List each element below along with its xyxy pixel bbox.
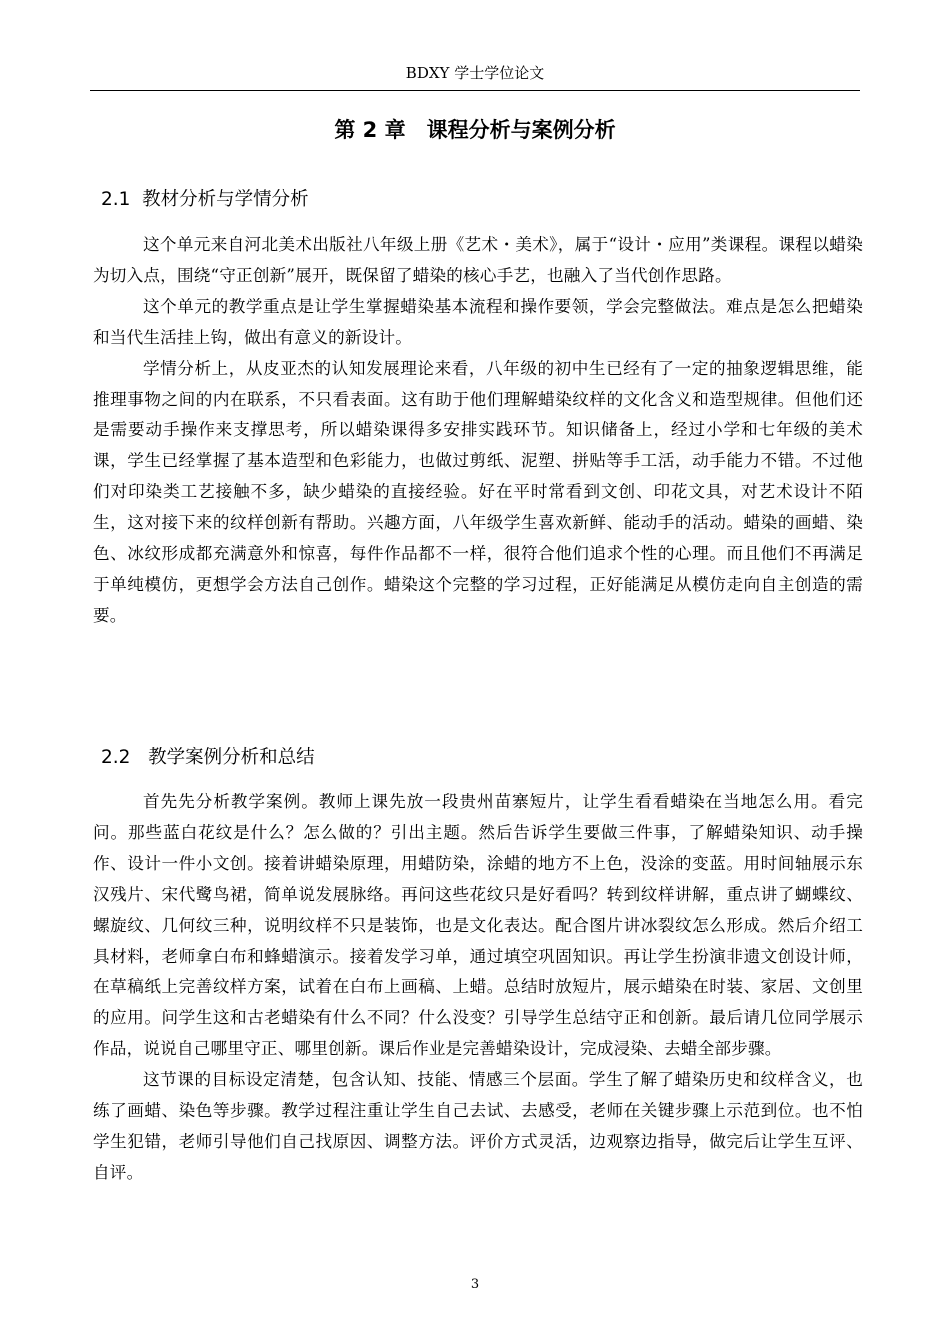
section-body-2-2: [93, 787, 863, 1189]
paragraph: 这节课的目标设定清楚，包含认知、技能、情感三个层面。学生了解了蜡染历史和纹样含义，也练了画蜡、染色等步骤。教学过程注重让学生自己去试、去感受，老师在关键步骤上示范到位。也不怕学生犯错，老师引导他们自己找原因、调整方法。评价方式灵活，边观察边指导，做完后让学生互评、自评。: [93, 1070, 863, 1182]
paragraph: 这个单元的教学重点是让学生掌握蜡染基本流程和操作要领，学会完整做法。难点是怎么把蜡染和当代生活挂上钩，做出有意义的新设计。: [93, 296, 863, 347]
running-title: BDXY 学士学位论文: [405, 64, 545, 82]
section-heading-2-2: 2.2 教学案例分析和总结: [101, 747, 315, 768]
paragraph: 这个单元来自河北美术出版社八年级上册《艺术・美术》，属于“设计・应用”类课程。课程以蜡染为切入点，围绕“守正创新”展开，既保留了蜡染的核心手艺，也融入了当代创作思路。: [93, 235, 863, 285]
section-body-2-1: [93, 230, 863, 632]
chapter-title: 第 2 章 课程分析与案例分析: [334, 118, 616, 142]
running-header: [90, 62, 860, 91]
paragraph: 学情分析上，从皮亚杰的认知发展理论来看，八年级的初中生已经有了一定的抽象逻辑思维，能推理事物之间的内在联系，不只看表面。这有助于他们理解蜡染纹样的文化含义和造型规律。但他们还是需要动手操作来支撑思考，所以蜡染课得多安排实践环节。知识储备上，经过小学和七年级的美术课，学生已经掌握了基本造型和色彩能力，也做过剪纸、泥塑、拼贴等手工活，动手能力不错。不过他们对印染类工艺接触不多，缺少蜡染的直接经验。好在平时常看到文创、印花文具，对艺术设计不陌生，这对接下来的纹样创新有帮助。兴趣方面，八年级学生喜欢新鲜、能动手的活动。蜡染的画蜡、染色、冰纹形成都充满意外和惊喜，每件作品都不一样，很符合他们追求个性的心理。而且他们不再满足于单纯模仿，更想学会方法自己创作。蜡染这个完整的学习过程，正好能满足从模仿走向自主创造的需要。: [93, 358, 863, 625]
paragraph: 首先先分析教学案例。教师上课先放一段贵州苗寨短片，让学生看看蜡染在当地怎么用。看完问。那些蓝白花纹是什么？怎么做的？引出主题。然后告诉学生要做三件事，了解蜡染知识、动手操作、设计一件小文创。接着讲蜡染原理，用蜡防染，涂蜡的地方不上色，没涂的变蓝。用时间轴展示东汉残片、宋代鹭鸟裙，简单说发展脉络。再问这些花纹只是好看吗？转到纹样讲解，重点讲了蝴蝶纹、螺旋纹、几何纹三种，说明纹样不只是装饰，也是文化表达。配合图片讲冰裂纹怎么形成。然后介绍工具材料，老师拿白布和蜂蜡演示。接着发学习单，通过填空巩固知识。再让学生扮演非遗文创设计师，在草稿纸上完善纹样方案，试着在白布上画稿、上蜡。总结时放短片，展示蜡染在时装、家居、文创里的应用。问学生这和古老蜡染有什么不同？什么没变？引导学生总结守正和创新。最后请几位同学展示作品，说说自己哪里守正、哪里创新。课后作业是完善蜡染设计，完成浸染、去蜡全部步骤。: [93, 792, 863, 1059]
section-heading-2-1: 2.1 教材分析与学情分析: [101, 189, 309, 210]
page-number: 3: [470, 1277, 480, 1292]
